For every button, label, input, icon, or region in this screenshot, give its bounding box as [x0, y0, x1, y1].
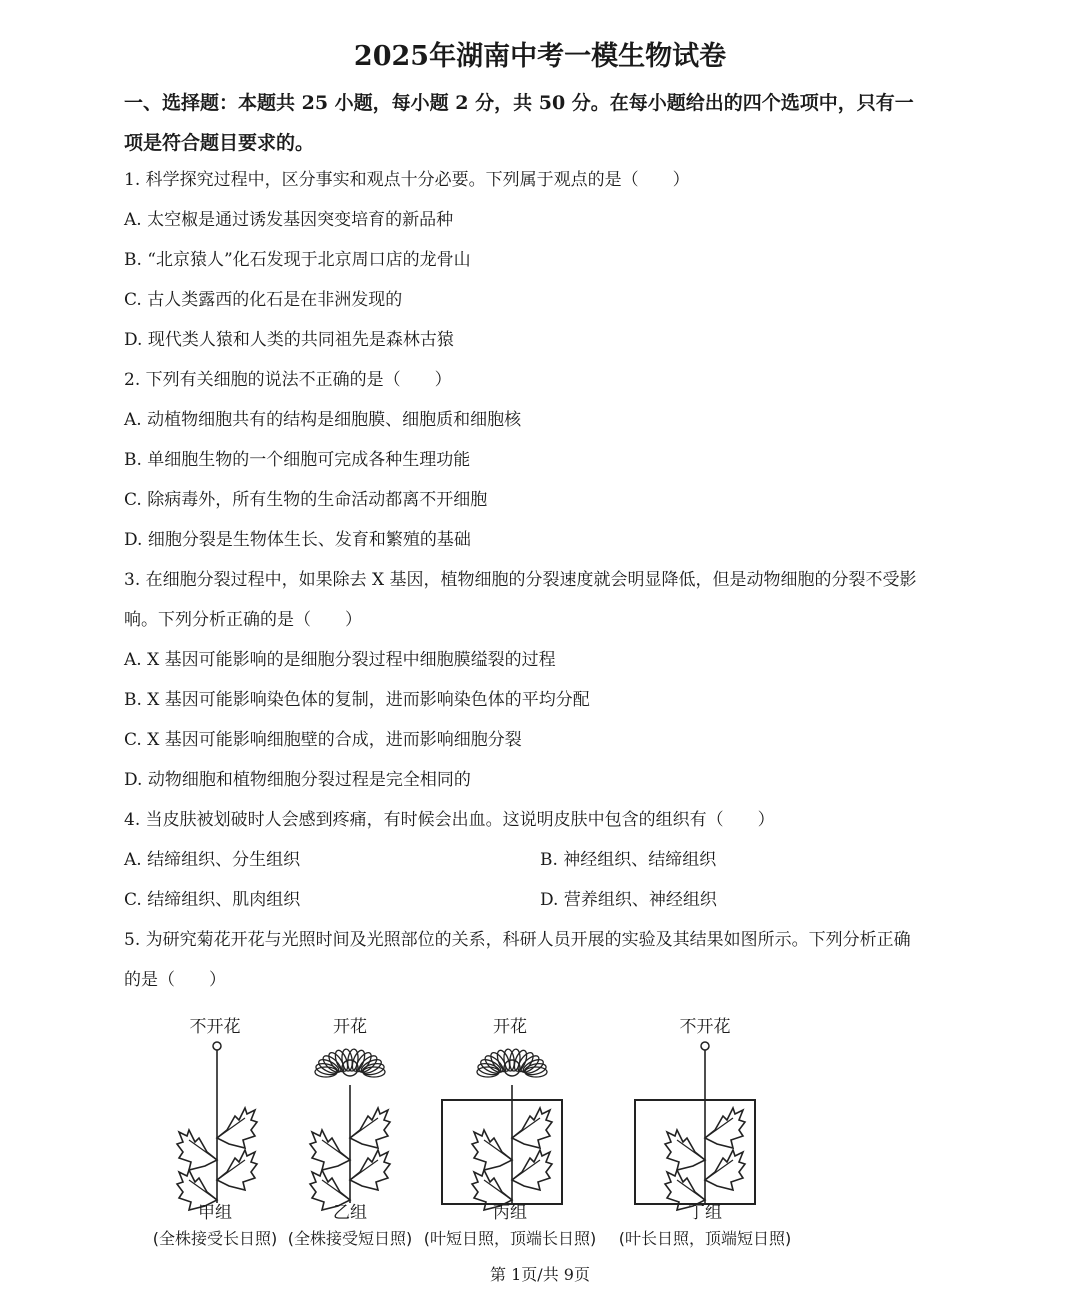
leaf-vein [705, 1160, 733, 1180]
question-1-stem: 1. 科学探究过程中，区分事实和观点十分必要。下列属于观点的是（ ） [124, 170, 690, 190]
leaf-vein [350, 1160, 378, 1180]
leaf-vein [484, 1140, 512, 1160]
leaf-vein [189, 1140, 217, 1160]
page-number: 第 1页/共 9页 [490, 1265, 590, 1284]
flower-petal [521, 1057, 545, 1076]
q3-option-a: A. X 基因可能影响的是细胞分裂过程中细胞膜缢裂的过程 [124, 650, 556, 670]
leaf-vein [677, 1140, 705, 1160]
q2-option-d: D. 细胞分裂是生物体生长、发育和繁殖的基础 [124, 530, 471, 550]
q4-option-a: A. 结缔组织、分生组织 [124, 850, 301, 870]
bud-icon [213, 1042, 221, 1050]
q1-option-a: A. 太空椒是通过诱发基因突变培育的新品种 [124, 210, 454, 230]
group-name: 丁组 [688, 1203, 722, 1223]
group-name: 丙组 [493, 1203, 527, 1223]
leaf-vein [322, 1140, 350, 1160]
condition-label: (全株接受长日照) [152, 1229, 278, 1248]
group-name: 乙组 [333, 1203, 367, 1223]
q3-option-b: B. X 基因可能影响染色体的复制，进而影响染色体的平均分配 [124, 690, 590, 710]
page-title: 2025年湖南中考一模生物试卷 [353, 41, 727, 72]
q4-option-d: D. 营养组织、神经组织 [540, 890, 717, 910]
leaf-vein [484, 1180, 512, 1200]
section-heading-line-1: 一、选择题：本题共 25 小题，每小题 2 分，共 50 分。在每小题给出的四个选项中，只有一 [124, 92, 914, 114]
result-label: 开花 [493, 1017, 527, 1037]
q1-option-d: D. 现代类人猿和人类的共同祖先是森林古猿 [124, 330, 454, 350]
plant-diagrams [130, 1010, 850, 1250]
result-label: 不开花 [679, 1017, 731, 1037]
leaf-vein [705, 1118, 733, 1138]
q1-option-b: B. “北京猿人”化石发现于北京周口店的龙骨山 [124, 250, 471, 270]
leaf-icon [177, 1130, 217, 1170]
q2-option-a: A. 动植物细胞共有的结构是细胞膜、细胞质和细胞核 [124, 410, 522, 430]
q1-option-c: C. 古人类露西的化石是在非洲发现的 [124, 290, 403, 310]
q2-option-c: C. 除病毒外，所有生物的生命活动都离不开细胞 [124, 490, 488, 510]
leaf-vein [677, 1180, 705, 1200]
result-label: 开花 [333, 1017, 367, 1037]
condition-label: (叶长日照，顶端短日照) [618, 1229, 792, 1248]
leaf-icon [705, 1108, 745, 1148]
leaf-icon [217, 1150, 257, 1190]
chrysanthemum-experiment-figure [130, 1010, 850, 1250]
leaf-icon [512, 1150, 552, 1190]
leaf-icon [310, 1130, 350, 1170]
leaf-icon [665, 1130, 705, 1170]
result-label: 不开花 [189, 1017, 241, 1037]
leaf-vein [217, 1118, 245, 1138]
question-5-stem-line-1: 5. 为研究菊花开花与光照时间及光照部位的关系，科研人员开展的实验及其结果如图所示。下列分析正确 [124, 930, 911, 950]
group-name: 甲组 [198, 1203, 232, 1223]
flower-petal [363, 1067, 385, 1077]
leaf-icon [705, 1150, 745, 1190]
leaf-icon [512, 1108, 552, 1148]
question-4-stem: 4. 当皮肤被划破时人会感到疼痛，有时候会出血。这说明皮肤中包含的组织有（ ） [124, 810, 775, 830]
leaf-vein [217, 1160, 245, 1180]
leaf-vein [322, 1180, 350, 1200]
question-2-stem: 2. 下列有关细胞的说法不正确的是（ ） [124, 370, 452, 390]
leaf-icon [350, 1108, 390, 1148]
condition-label: (全株接受短日照) [287, 1229, 413, 1248]
section-heading-line-2: 项是符合题目要求的。 [124, 132, 315, 154]
condition-label: (叶短日照，顶端长日照) [423, 1229, 597, 1248]
q4-option-c: C. 结缔组织、肌肉组织 [124, 890, 301, 910]
question-3-stem-line-2: 响。下列分析正确的是（ ） [124, 610, 362, 630]
leaf-vein [189, 1180, 217, 1200]
flower-petal [525, 1067, 547, 1077]
flower-petal [477, 1067, 499, 1077]
q2-option-b: B. 单细胞生物的一个细胞可完成各种生理功能 [124, 450, 471, 470]
question-5-stem-line-2: 的是（ ） [124, 970, 226, 990]
leaf-icon [472, 1130, 512, 1170]
leaf-vein [512, 1160, 540, 1180]
flower-petal [359, 1057, 383, 1076]
q4-option-b: B. 神经组织、结缔组织 [540, 850, 717, 870]
leaf-vein [512, 1118, 540, 1138]
leaf-icon [217, 1108, 257, 1148]
q3-option-c: C. X 基因可能影响细胞壁的合成，进而影响细胞分裂 [124, 730, 522, 750]
flower-petal [315, 1067, 337, 1077]
leaf-vein [350, 1118, 378, 1138]
leaf-icon [350, 1150, 390, 1190]
bud-icon [701, 1042, 709, 1050]
question-3-stem-line-1: 3. 在细胞分裂过程中，如果除去 X 基因，植物细胞的分裂速度就会明显降低，但是动物细胞的分裂不受影 [124, 570, 917, 590]
q3-option-d: D. 动物细胞和植物细胞分裂过程是完全相同的 [124, 770, 471, 790]
